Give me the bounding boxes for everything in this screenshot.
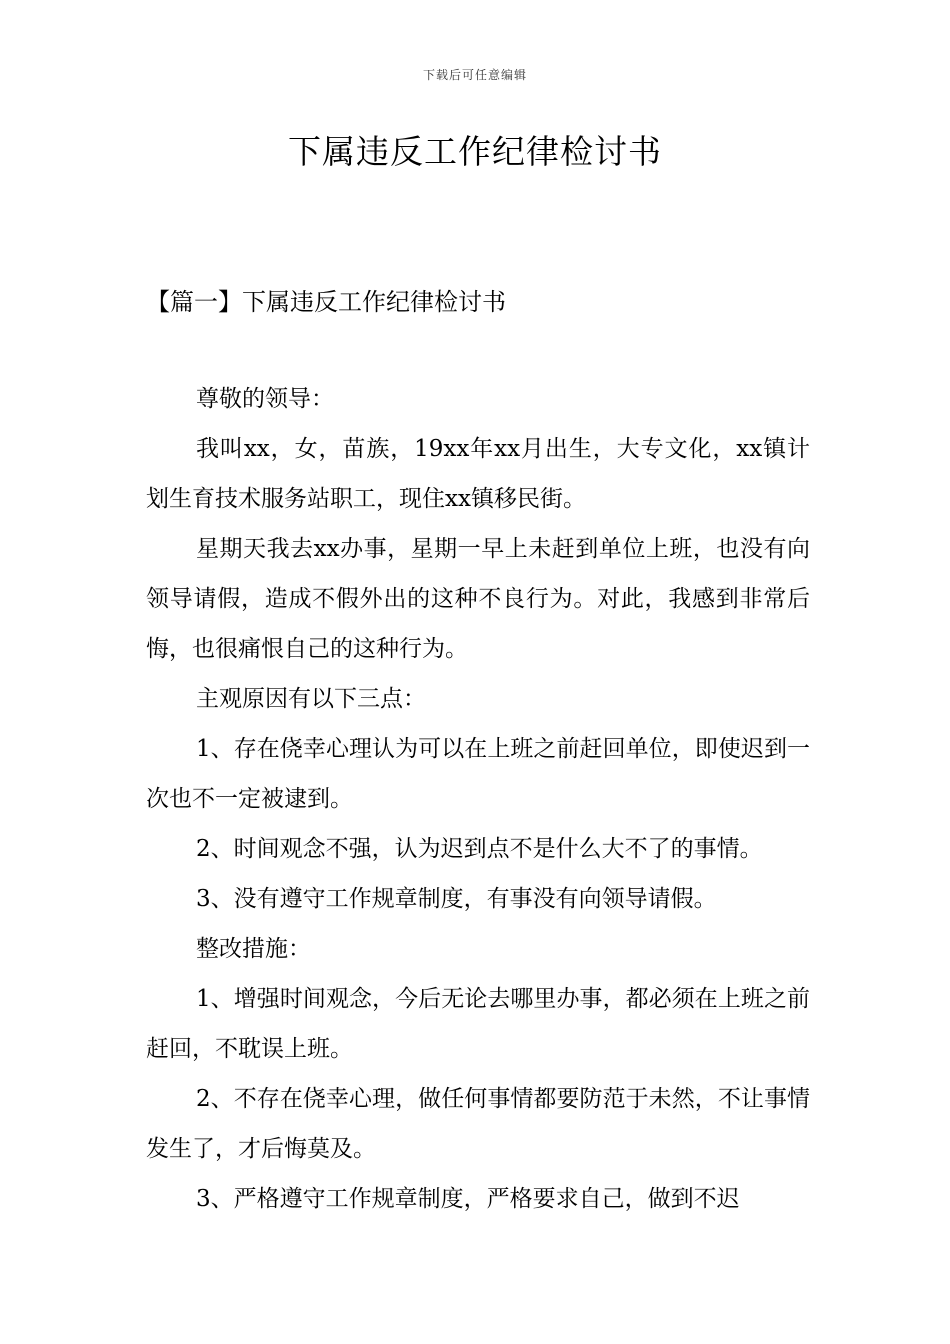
paragraph-cause-1: 1、存在侥幸心理认为可以在上班之前赶回单位，即使迟到一次也不一定被逮到。: [146, 736, 810, 812]
paragraph-measures-heading: 整改措施：: [196, 936, 311, 962]
document-body: [146, 374, 810, 1224]
paragraph-measure-3: 3、严格遵守工作规章制度，严格要求自己，做到不迟: [196, 1186, 740, 1212]
section-heading: 【篇一】下属违反工作纪律检讨书: [146, 288, 506, 316]
paragraph-salutation: 尊敬的领导：: [196, 386, 334, 412]
paragraph-cause-3: 3、没有遵守工作规章制度，有事没有向领导请假。: [196, 886, 717, 912]
paragraph-incident: 星期天我去xx办事，星期一早上未赶到单位上班，也没有向领导请假，造成不假外出的这种不良行为。对此，我感到非常后悔，也很痛恨自己的这种行为。: [146, 536, 810, 662]
paragraph-measure-2: 2、不存在侥幸心理，做任何事情都要防范于未然，不让事情发生了，才后悔莫及。: [146, 1086, 810, 1162]
paragraph-introduction: 我叫xx，女，苗族，19xx年xx月出生，大专文化，xx镇计划生育技术服务站职工，现住xx镇移民街。: [146, 436, 810, 512]
paragraph-causes-heading: 主观原因有以下三点：: [196, 686, 426, 712]
document-title: 下属违反工作纪律检讨书: [288, 132, 662, 171]
header-note: 下载后可任意编辑: [422, 68, 527, 82]
paragraph-cause-2: 2、时间观念不强，认为迟到点不是什么大不了的事情。: [196, 836, 763, 862]
paragraph-measure-1: 1、增强时间观念，今后无论去哪里办事，都必须在上班之前赶回，不耽误上班。: [146, 986, 810, 1062]
